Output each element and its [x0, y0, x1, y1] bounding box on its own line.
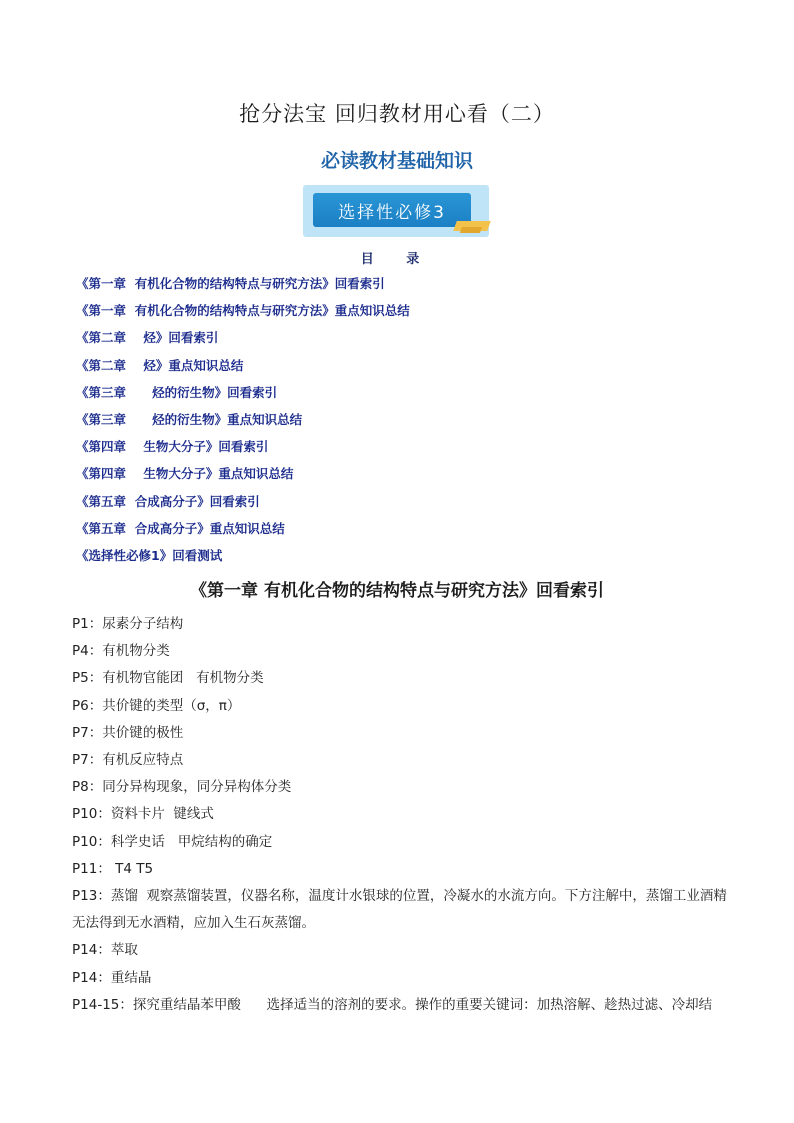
- toc-item[interactable]: 《第四章 生物大分子》回看索引: [76, 439, 269, 455]
- toc-item[interactable]: 《第二章 烃》重点知识总结: [76, 357, 244, 373]
- toc-item[interactable]: 《第二章 烃》回看索引: [76, 330, 219, 346]
- index-entry: P5：有机物官能团 有机物分类: [72, 670, 264, 687]
- index-entry: P10：科学史话 甲烷结构的确定: [72, 833, 273, 850]
- toc-item[interactable]: 《第三章 烃的衍生物》回看索引: [76, 384, 278, 400]
- section-title: 《第一章 有机化合物的结构特点与研究方法》回看索引: [190, 581, 604, 601]
- banner-label: 选择性必修3: [313, 193, 471, 227]
- toc-heading: 目 录: [360, 252, 434, 267]
- toc-item[interactable]: 《第五章 合成高分子》重点知识总结: [76, 520, 285, 536]
- banner-ribbon-decoration-small: [460, 227, 482, 233]
- index-entry: P14：萃取: [72, 942, 138, 959]
- toc-item[interactable]: 《第一章 有机化合物的结构特点与研究方法》重点知识总结: [76, 303, 410, 319]
- index-entry: P11： T4 T5: [72, 860, 154, 877]
- table-of-contents: [76, 276, 676, 575]
- index-entries: [72, 611, 732, 1019]
- page-title: 抢分法宝 回归教材用心看（二）: [239, 102, 555, 126]
- toc-item[interactable]: 《第四章 生物大分子》重点知识总结: [76, 466, 294, 482]
- toc-item[interactable]: 《第一章 有机化合物的结构特点与研究方法》回看索引: [76, 276, 385, 291]
- toc-item[interactable]: 《第五章 合成高分子》回看索引: [76, 493, 260, 509]
- index-entry: P14：重结晶: [72, 969, 152, 986]
- index-entry: P14-15：探究重结晶苯甲酸 选择适当的溶剂的要求。操作的重要关键词：加热溶解、趁热过滤、冷却结: [72, 996, 713, 1013]
- index-entry: P1：尿素分子结构: [72, 616, 184, 632]
- index-entry: P13：蒸馏 观察蒸馏装置，仪器名称，温度计水银球的位置，冷凝水的水流方向。下方注解中，蒸馏工业酒精无法得到无水酒精，应加入生石灰蒸馏。: [72, 888, 727, 932]
- section-banner: [303, 185, 489, 237]
- index-entry: P10：资料卡片 键线式: [72, 806, 214, 823]
- index-entry: P7：共价键的极性: [72, 724, 184, 741]
- toc-item[interactable]: 《选择性必修1》回看测试: [76, 547, 223, 563]
- index-entry: P8：同分异构现象，同分异构体分类: [72, 779, 292, 796]
- toc-item[interactable]: 《第三章 烃的衍生物》重点知识总结: [76, 411, 303, 427]
- index-entry: P4：有机物分类: [72, 643, 170, 660]
- index-entry: P7：有机反应特点: [72, 752, 184, 769]
- index-entry: P6：共价键的类型（σ，π）: [72, 697, 241, 714]
- page-subtitle: 必读教材基础知识: [320, 150, 473, 172]
